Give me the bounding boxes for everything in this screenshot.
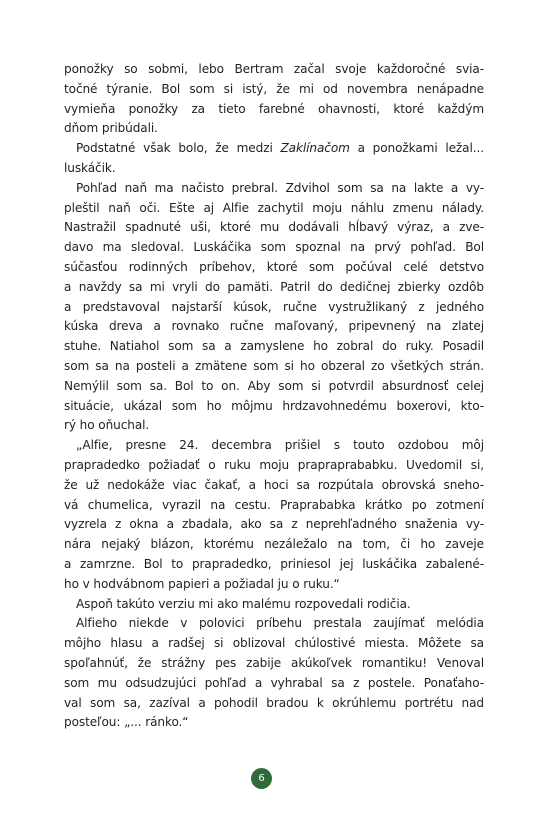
text-line: „Alfie, presne 24. decembra prišiel s touto ozdobou môj	[76, 438, 484, 453]
text-line: Nemýlil som sa. Bol to on. Aby som si potvrdil absurdnosť celej	[64, 378, 484, 393]
text-line: situácie, ukázal som ho môjmu hrdzavohnedému boxerovi, kto-	[64, 398, 484, 413]
text-line: vá chumelica, vyrazil na cestu. Praprababka krátko po zotmení	[64, 497, 484, 512]
italic-title: Zaklínačom	[280, 141, 350, 156]
text-line: ponožky so sobmi, lebo Bertram začal svoje každoročné svia-	[64, 62, 484, 76]
page-number: 6	[251, 768, 272, 789]
text-line: rý ho oňuchal.	[64, 418, 150, 433]
text-line: súčasťou rodinných príbehov, ktoré som počúval celé detstvo	[64, 259, 484, 274]
text-line: že už nedokáže viac čakať, a hoci sa rozpútala obrovská sneho-	[64, 477, 484, 492]
text-line: a navždy sa mi vryli do pamäti. Patril do dedičnej zbierky ozdôb	[64, 279, 484, 294]
text-line: dňom pribúdali.	[64, 121, 158, 136]
text-line: Aspoň takúto verziu mi ako malému rozpovedali rodičia.	[76, 596, 411, 611]
text-line: spoľahnúť, že strážny pes zabije akúkoľvek romantiku! Venoval	[64, 655, 484, 670]
text-line: val som sa, zazíval a pohodil bradou k okrúhlemu portrétu nad	[64, 695, 484, 710]
text-line: a predstavoval najstarší kúsok, ručne vystružlikaný z jedného	[64, 299, 484, 314]
text-line: Nastražil spadnuté uši, ktoré mu dodávali hĺbavý výraz, a zve-	[64, 220, 484, 235]
text-line: ho v hodvábnom papieri a požiadal ju o ruku.“	[64, 576, 340, 591]
text-line: posteľou: „... ránko.“	[64, 715, 189, 730]
text-line: vymieňa ponožky za tieto farebné ohavnosti, ktoré každým	[64, 101, 484, 116]
body-text	[64, 60, 484, 733]
text-line: luskáčik.	[64, 160, 116, 175]
text-line: Pohľad naň ma načisto prebral. Zdvihol som sa na lakte a vy-	[76, 180, 484, 195]
text-line: som mu odsudzujúci pohľad a vyhrabal sa z postele. Ponaťaho-	[64, 675, 484, 690]
text-line: pleštil naň oči. Ešte aj Alfie zachytil moju náhlu zmenu nálady.	[64, 200, 484, 215]
text-fragment: Podstatné však bolo, že medzi	[76, 141, 281, 156]
text-line: prapradedko požiadať o ruku moju prapraprababku. Uvedomil si,	[64, 457, 484, 472]
text-line: môjho hlasu a radšej si oblizoval chúlostivé miesta. Môžete sa	[64, 636, 484, 651]
text-line: a zamrzne. Bol to prapradedko, priniesol jej luskáčika zabalené-	[64, 556, 484, 571]
text-line: stuhe. Natiahol som sa a zamyslene ho zobral do ruky. Posadil	[64, 339, 484, 354]
text-line: točné týranie. Bol som si istý, že mi od novembra nenápadne	[64, 81, 484, 96]
text-line	[64, 139, 484, 159]
text-line: davo ma sledoval. Luskáčika som spoznal na prvý pohľad. Bol	[64, 240, 484, 255]
text-line: som sa na posteli a zmätene som si ho obzeral zo všetkých strán.	[64, 358, 484, 373]
text-line: nára nejaký blázon, ktorému nezáležalo na tom, či ho zaveje	[64, 537, 484, 552]
text-line: vyzrela z okna a zbadala, ako sa z neprehľadného snaženia vy-	[64, 517, 484, 532]
text-line: kúska dreva a rovnako ručne maľovaný, pripevnený na zlatej	[64, 319, 484, 334]
text-line: Alfieho niekde v polovici príbehu prestala zaujímať melódia	[76, 616, 484, 631]
text-fragment: a ponožkami ležal...	[349, 141, 484, 156]
